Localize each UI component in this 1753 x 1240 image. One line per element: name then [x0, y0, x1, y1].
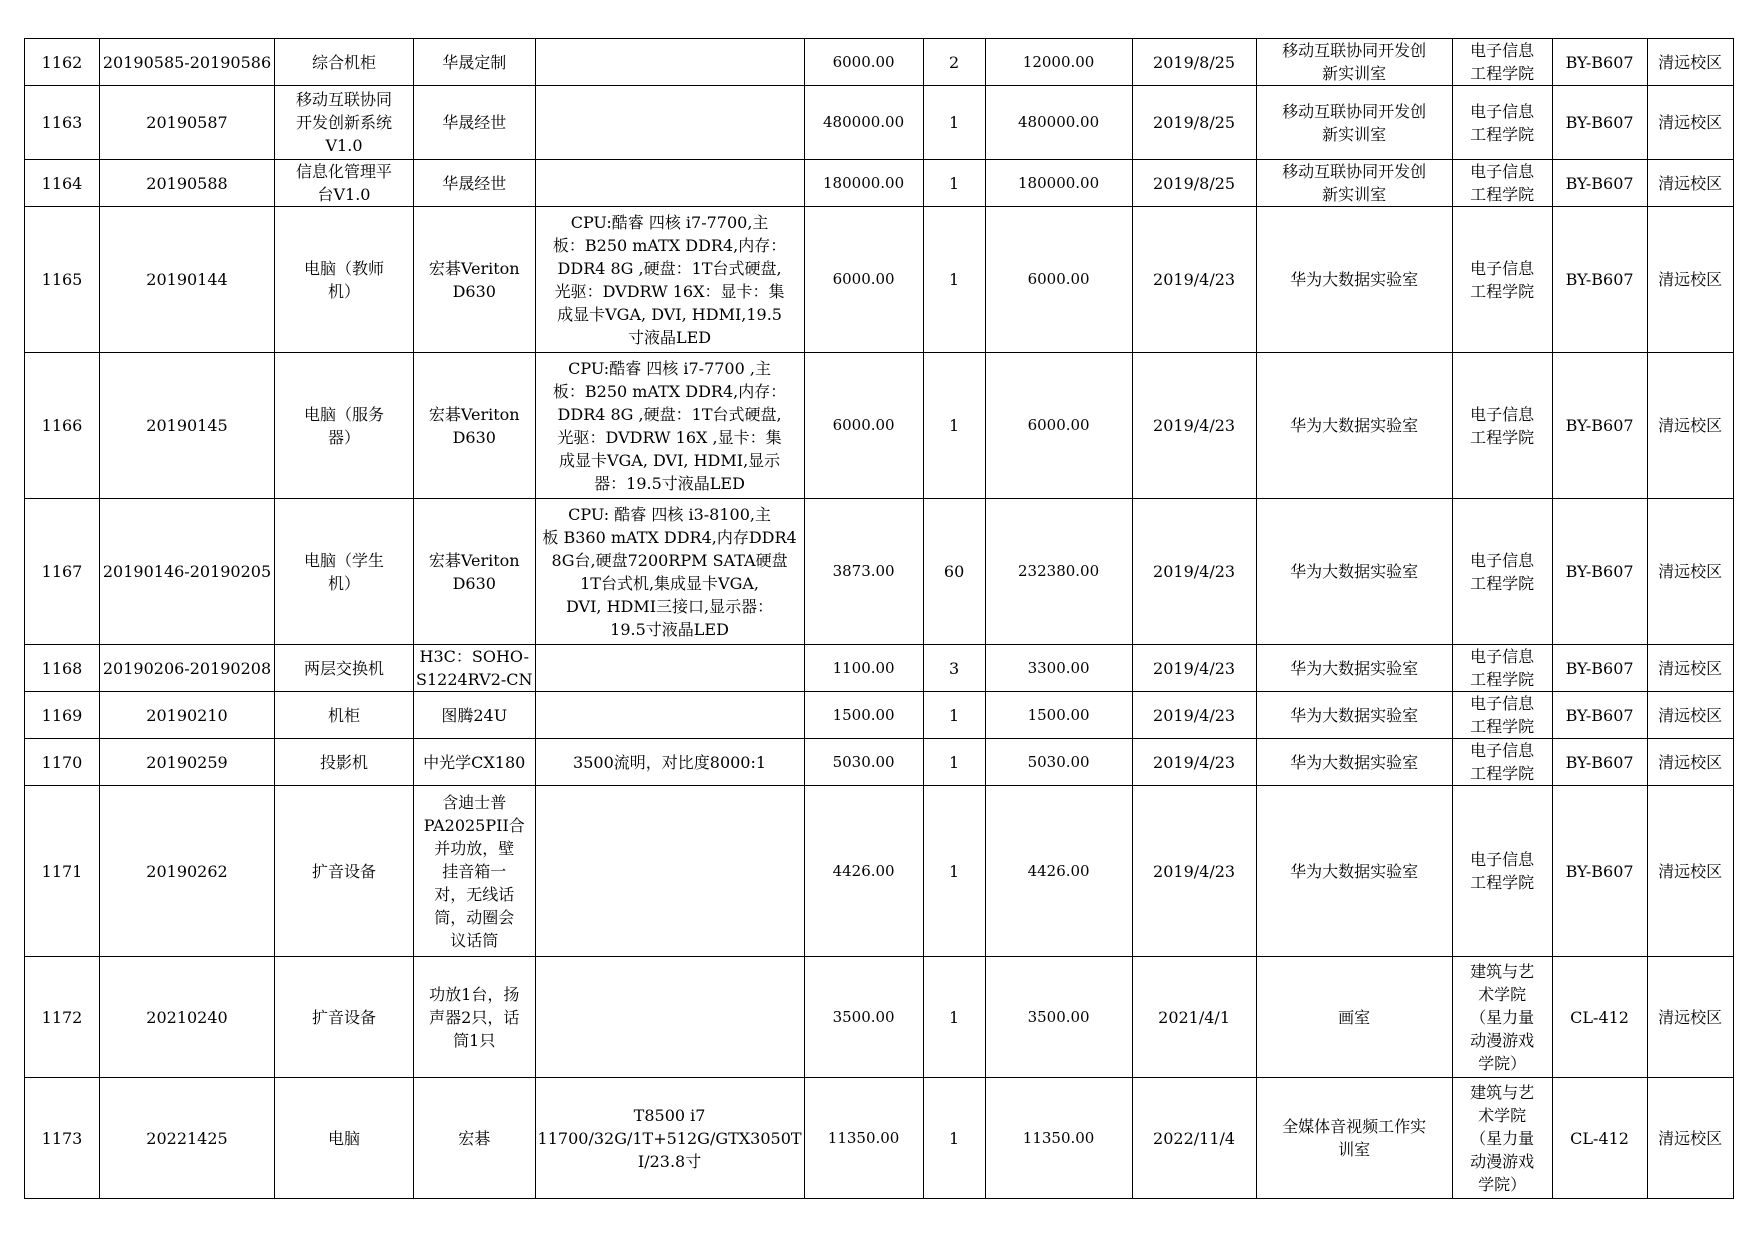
cell-line: 工程学院 [1470, 281, 1535, 301]
cell-unit-price: 1100.00 [804, 645, 923, 692]
cell-quantity: 60 [923, 499, 985, 645]
cell-quantity: 1 [923, 739, 985, 786]
cell-line: 筒，动圈会 [434, 907, 515, 927]
cell-brand-model [414, 692, 536, 739]
cell-line: 工程学院 [1470, 64, 1535, 83]
cell-asset-name [275, 692, 414, 739]
cell-line: 电脑（学生 [303, 550, 384, 570]
cell-brand-model [414, 739, 536, 786]
cell-line: 开发创新系统 [295, 113, 392, 132]
cell-campus: 清远校区 [1647, 1078, 1733, 1199]
cell-lab-room [1256, 499, 1452, 645]
cell-line: 板：B250 mATX DDR4,内存： [552, 381, 787, 401]
cell-line: DDR4 8G ,硬盘：1T台式硬盘, [557, 404, 782, 424]
cell-specification [535, 160, 804, 207]
cell-line: 器：19.5寸液晶LED [594, 473, 745, 493]
cell-line: 议话筒 [450, 930, 499, 950]
table-row [25, 692, 1734, 739]
cell-line: 动漫游戏 [1470, 1030, 1535, 1050]
table-row [25, 160, 1734, 207]
cell-campus: 清远校区 [1647, 739, 1733, 786]
cell-asset-code: 20190206-20190208 [100, 645, 275, 692]
cell-purchase-date: 2019/4/23 [1132, 739, 1256, 786]
cell-line: 功放1台，扬 [429, 984, 520, 1004]
cell-quantity: 1 [923, 86, 985, 160]
cell-line: 华为大数据实验室 [1290, 658, 1419, 678]
cell-asset-name [275, 86, 414, 160]
cell-line: 工程学院 [1470, 764, 1535, 783]
cell-amount: 1500.00 [985, 692, 1132, 739]
cell-line: 华为大数据实验室 [1290, 752, 1419, 772]
cell-purchase-date: 2019/4/23 [1132, 207, 1256, 353]
cell-unit-price: 6000.00 [804, 207, 923, 353]
cell-line: CPU:酷睿 四核 i7-7700 ,主 [568, 358, 771, 378]
cell-line: 学院） [1478, 1053, 1527, 1073]
cell-line: 电脑（教师 [303, 258, 384, 278]
cell-line: 8G台,硬盘7200RPM SATA硬盘 [551, 550, 788, 570]
table-body [25, 39, 1734, 1199]
cell-line: 华为大数据实验室 [1290, 270, 1419, 289]
cell-line: 电子信息 [1470, 741, 1535, 760]
cell-quantity: 1 [923, 786, 985, 957]
cell-line: 综合机柜 [311, 52, 376, 72]
cell-line: 信息化管理平 [295, 162, 392, 181]
cell-campus: 清远校区 [1647, 353, 1733, 499]
cell-specification [535, 207, 804, 353]
cell-line: V1.0 [325, 136, 363, 155]
table-row [25, 499, 1734, 645]
cell-campus: 清远校区 [1647, 957, 1733, 1078]
cell-lab-room [1256, 692, 1452, 739]
cell-purchase-date: 2019/8/25 [1132, 86, 1256, 160]
cell-department [1452, 86, 1552, 160]
cell-unit-price: 3873.00 [804, 499, 923, 645]
cell-line: PA2025PII合 [423, 815, 525, 835]
cell-lab-room [1256, 86, 1452, 160]
cell-line: 宏碁Veriton [428, 258, 520, 278]
cell-brand-model [414, 786, 536, 957]
cell-line: 电子信息 [1470, 162, 1535, 181]
cell-line: （星力量 [1470, 1128, 1535, 1148]
cell-asset-name [275, 739, 414, 786]
cell-location: CL-412 [1552, 957, 1647, 1078]
cell-brand-model [414, 39, 536, 86]
cell-asset-code: 20190587 [100, 86, 275, 160]
cell-line: 电子信息 [1470, 404, 1535, 424]
cell-quantity: 1 [923, 353, 985, 499]
cell-quantity: 1 [923, 957, 985, 1078]
cell-number: 1166 [25, 353, 100, 499]
cell-line: D630 [452, 281, 496, 301]
cell-line: 华为大数据实验室 [1290, 416, 1419, 435]
cell-location: BY-B607 [1552, 739, 1647, 786]
cell-line: 工程学院 [1470, 670, 1535, 689]
cell-quantity: 3 [923, 645, 985, 692]
cell-unit-price: 5030.00 [804, 739, 923, 786]
cell-line: 工程学院 [1470, 573, 1535, 593]
cell-asset-name [275, 1078, 414, 1199]
cell-quantity: 1 [923, 692, 985, 739]
cell-location: BY-B607 [1552, 160, 1647, 207]
cell-amount: 4426.00 [985, 786, 1132, 957]
cell-line: 1T台式机,集成显卡VGA, [580, 573, 760, 593]
cell-asset-name [275, 353, 414, 499]
cell-amount: 3500.00 [985, 957, 1132, 1078]
cell-quantity: 1 [923, 207, 985, 353]
cell-line: 工程学院 [1470, 717, 1535, 736]
cell-asset-code: 20190146-20190205 [100, 499, 275, 645]
cell-lab-room [1256, 957, 1452, 1078]
cell-line: 电脑（服务 [303, 404, 384, 424]
cell-line: 移动互联协同开发创 [1282, 41, 1427, 60]
table-row [25, 957, 1734, 1078]
cell-line: 成显卡VGA, DVI, HDMI,显示 [558, 450, 781, 470]
cell-location: BY-B607 [1552, 692, 1647, 739]
cell-department [1452, 957, 1552, 1078]
cell-line: 术学院 [1478, 984, 1527, 1004]
table-row [25, 353, 1734, 499]
cell-line: S1224RV2-CN [416, 670, 533, 689]
cell-location: BY-B607 [1552, 645, 1647, 692]
table-row [25, 39, 1734, 86]
cell-line: 移动互联协同 [295, 90, 392, 109]
cell-department [1452, 499, 1552, 645]
cell-number: 1162 [25, 39, 100, 86]
cell-specification [535, 692, 804, 739]
cell-line: 移动互联协同开发创 [1282, 162, 1427, 181]
cell-asset-name [275, 786, 414, 957]
cell-lab-room [1256, 786, 1452, 957]
cell-line: 11700/32G/1T+512G/GTX3050T [537, 1128, 802, 1148]
table-row [25, 739, 1734, 786]
cell-amount: 5030.00 [985, 739, 1132, 786]
cell-line: 电子信息 [1470, 550, 1535, 570]
cell-line: 训室 [1338, 1140, 1371, 1159]
cell-amount: 180000.00 [985, 160, 1132, 207]
cell-unit-price: 480000.00 [804, 86, 923, 160]
cell-amount: 12000.00 [985, 39, 1132, 86]
cell-line: 新实训室 [1322, 124, 1387, 144]
cell-line: 新实训室 [1322, 185, 1387, 204]
cell-line: 并功放，壁 [434, 838, 515, 858]
cell-line: 图腾24U [441, 705, 508, 725]
cell-unit-price: 6000.00 [804, 39, 923, 86]
cell-line: 电子信息 [1470, 647, 1535, 666]
cell-line: 板：B250 mATX DDR4,内存： [552, 235, 787, 255]
cell-line: 术学院 [1478, 1105, 1527, 1125]
cell-line: 扩音设备 [311, 1007, 376, 1027]
cell-line: 画室 [1338, 1007, 1371, 1027]
cell-asset-name [275, 499, 414, 645]
cell-brand-model [414, 207, 536, 353]
cell-asset-code: 20190259 [100, 739, 275, 786]
cell-location: BY-B607 [1552, 353, 1647, 499]
cell-line: 扩音设备 [311, 861, 376, 881]
cell-line: H3C：SOHO- [419, 647, 530, 666]
cell-line: 移动互联协同开发创 [1282, 101, 1427, 121]
cell-line: 筒1只 [453, 1030, 496, 1050]
cell-location: CL-412 [1552, 1078, 1647, 1199]
cell-line: 两层交换机 [303, 658, 384, 678]
cell-line: CPU: 酷睿 四核 i3-8100,主 [568, 504, 771, 524]
cell-line: 工程学院 [1470, 427, 1535, 447]
cell-line: 华晟定制 [442, 52, 507, 72]
table-row [25, 1078, 1734, 1199]
cell-asset-name [275, 957, 414, 1078]
cell-purchase-date: 2022/11/4 [1132, 1078, 1256, 1199]
cell-department [1452, 786, 1552, 957]
cell-asset-code: 20190145 [100, 353, 275, 499]
cell-line: T8500 i7 [633, 1105, 706, 1125]
cell-line: DVI, HDMI三接口,显示器： [565, 596, 774, 616]
cell-amount: 480000.00 [985, 86, 1132, 160]
table-row [25, 207, 1734, 353]
cell-line: 全媒体音视频工作实 [1282, 1117, 1427, 1136]
cell-brand-model [414, 645, 536, 692]
cell-lab-room [1256, 739, 1452, 786]
cell-campus: 清远校区 [1647, 86, 1733, 160]
cell-asset-code: 20190262 [100, 786, 275, 957]
cell-campus: 清远校区 [1647, 207, 1733, 353]
cell-quantity: 1 [923, 1078, 985, 1199]
cell-lab-room [1256, 645, 1452, 692]
cell-line: 器） [327, 427, 360, 447]
cell-line: 工程学院 [1470, 124, 1535, 144]
cell-department [1452, 645, 1552, 692]
cell-asset-code: 20190588 [100, 160, 275, 207]
cell-asset-name [275, 160, 414, 207]
cell-line: D630 [452, 573, 496, 593]
cell-asset-code: 20221425 [100, 1078, 275, 1199]
cell-purchase-date: 2019/4/23 [1132, 786, 1256, 957]
cell-line: 板 B360 mATX DDR4,内存DDR4 [542, 527, 797, 547]
cell-line: 投影机 [319, 752, 368, 772]
cell-line: 声器2只，话 [429, 1007, 520, 1027]
cell-line: 工程学院 [1470, 185, 1535, 204]
cell-purchase-date: 2019/8/25 [1132, 39, 1256, 86]
cell-line: 台V1.0 [317, 185, 371, 204]
cell-line: 宏碁 [458, 1128, 491, 1148]
cell-line: 建筑与艺 [1470, 1082, 1535, 1102]
cell-line: 挂音箱一 [442, 861, 507, 881]
cell-number: 1164 [25, 160, 100, 207]
cell-amount: 3300.00 [985, 645, 1132, 692]
cell-purchase-date: 2019/4/23 [1132, 692, 1256, 739]
cell-specification [535, 957, 804, 1078]
cell-specification [535, 499, 804, 645]
cell-department [1452, 160, 1552, 207]
cell-unit-price: 11350.00 [804, 1078, 923, 1199]
cell-location: BY-B607 [1552, 499, 1647, 645]
cell-asset-name [275, 207, 414, 353]
cell-line: 宏碁Veriton [428, 550, 520, 570]
cell-line: 光驱：DVDRW 16X ,显卡：集 [557, 427, 782, 447]
cell-line: 华为大数据实验室 [1290, 705, 1419, 725]
cell-department [1452, 353, 1552, 499]
cell-location: BY-B607 [1552, 39, 1647, 86]
cell-number: 1170 [25, 739, 100, 786]
cell-line: DDR4 8G ,硬盘：1T台式硬盘, [557, 258, 782, 278]
cell-line: I/23.8寸 [637, 1151, 702, 1171]
cell-line: （星力量 [1470, 1007, 1535, 1027]
cell-line: 成显卡VGA, DVI, HDMI,19.5 [557, 304, 782, 324]
cell-unit-price: 1500.00 [804, 692, 923, 739]
cell-line: 动漫游戏 [1470, 1151, 1535, 1171]
cell-amount: 11350.00 [985, 1078, 1132, 1199]
cell-line: 学院） [1478, 1174, 1527, 1194]
cell-lab-room [1256, 353, 1452, 499]
cell-campus: 清远校区 [1647, 786, 1733, 957]
cell-number: 1173 [25, 1078, 100, 1199]
cell-department [1452, 692, 1552, 739]
cell-campus: 清远校区 [1647, 692, 1733, 739]
cell-line: 3500流明，对比度8000:1 [573, 752, 767, 772]
cell-specification [535, 739, 804, 786]
cell-amount: 232380.00 [985, 499, 1132, 645]
cell-specification [535, 645, 804, 692]
cell-unit-price: 3500.00 [804, 957, 923, 1078]
cell-purchase-date: 2019/4/23 [1132, 645, 1256, 692]
cell-lab-room [1256, 39, 1452, 86]
cell-line: 寸液晶LED [627, 327, 712, 347]
cell-line: 含迪士普 [442, 792, 507, 812]
cell-unit-price: 180000.00 [804, 160, 923, 207]
cell-line: 光驱：DVDRW 16X：显卡：集 [554, 281, 785, 301]
cell-amount: 6000.00 [985, 353, 1132, 499]
cell-asset-code: 20190585-20190586 [100, 39, 275, 86]
cell-brand-model [414, 499, 536, 645]
cell-lab-room [1256, 1078, 1452, 1199]
table-row [25, 645, 1734, 692]
cell-number: 1163 [25, 86, 100, 160]
cell-brand-model [414, 86, 536, 160]
cell-brand-model [414, 957, 536, 1078]
cell-number: 1167 [25, 499, 100, 645]
cell-line: 华为大数据实验室 [1290, 861, 1419, 881]
cell-number: 1172 [25, 957, 100, 1078]
cell-asset-name [275, 39, 414, 86]
cell-amount: 6000.00 [985, 207, 1132, 353]
table-row [25, 786, 1734, 957]
cell-line: 对，无线话 [434, 884, 515, 904]
cell-number: 1168 [25, 645, 100, 692]
cell-number: 1165 [25, 207, 100, 353]
cell-asset-code: 20210240 [100, 957, 275, 1078]
cell-department [1452, 207, 1552, 353]
cell-unit-price: 4426.00 [804, 786, 923, 957]
cell-line: 电子信息 [1470, 41, 1535, 60]
cell-specification [535, 39, 804, 86]
cell-line: 华晟经世 [442, 173, 507, 193]
cell-line: 华晟经世 [442, 113, 507, 132]
cell-line: 中光学CX180 [423, 752, 526, 772]
cell-purchase-date: 2019/4/23 [1132, 353, 1256, 499]
cell-quantity: 2 [923, 39, 985, 86]
cell-line: 电子信息 [1470, 694, 1535, 713]
cell-campus: 清远校区 [1647, 645, 1733, 692]
cell-campus: 清远校区 [1647, 499, 1733, 645]
cell-department [1452, 39, 1552, 86]
cell-line: 电子信息 [1470, 258, 1535, 278]
cell-purchase-date: 2019/4/23 [1132, 499, 1256, 645]
cell-line: 新实训室 [1322, 64, 1387, 83]
cell-location: BY-B607 [1552, 86, 1647, 160]
cell-specification [535, 86, 804, 160]
cell-line: 机） [327, 573, 360, 593]
cell-unit-price: 6000.00 [804, 353, 923, 499]
cell-department [1452, 739, 1552, 786]
cell-line: 机柜 [327, 705, 360, 725]
cell-department [1452, 1078, 1552, 1199]
cell-line: 电脑 [327, 1128, 360, 1148]
cell-campus: 清远校区 [1647, 39, 1733, 86]
cell-number: 1169 [25, 692, 100, 739]
cell-lab-room [1256, 207, 1452, 353]
cell-specification [535, 353, 804, 499]
cell-line: 电子信息 [1470, 101, 1535, 121]
cell-line: 工程学院 [1470, 873, 1535, 892]
cell-specification [535, 786, 804, 957]
cell-specification [535, 1078, 804, 1199]
cell-purchase-date: 2019/8/25 [1132, 160, 1256, 207]
cell-brand-model [414, 160, 536, 207]
asset-table [24, 38, 1734, 1199]
cell-quantity: 1 [923, 160, 985, 207]
cell-asset-code: 20190144 [100, 207, 275, 353]
cell-number: 1171 [25, 786, 100, 957]
cell-brand-model [414, 1078, 536, 1199]
cell-lab-room [1256, 160, 1452, 207]
cell-campus: 清远校区 [1647, 160, 1733, 207]
cell-location: BY-B607 [1552, 786, 1647, 957]
cell-line: 宏碁Veriton [428, 404, 520, 424]
cell-line: 建筑与艺 [1470, 961, 1535, 981]
cell-line: 电子信息 [1470, 850, 1535, 869]
cell-location: BY-B607 [1552, 207, 1647, 353]
cell-line: 19.5寸液晶LED [610, 619, 729, 639]
cell-line: 华为大数据实验室 [1290, 562, 1419, 581]
cell-purchase-date: 2021/4/1 [1132, 957, 1256, 1078]
table-row [25, 86, 1734, 160]
cell-asset-code: 20190210 [100, 692, 275, 739]
cell-brand-model [414, 353, 536, 499]
cell-line: D630 [452, 427, 496, 447]
cell-line: 机） [327, 281, 360, 301]
cell-asset-name [275, 645, 414, 692]
cell-line: CPU:酷睿 四核 i7-7700,主 [570, 212, 769, 232]
